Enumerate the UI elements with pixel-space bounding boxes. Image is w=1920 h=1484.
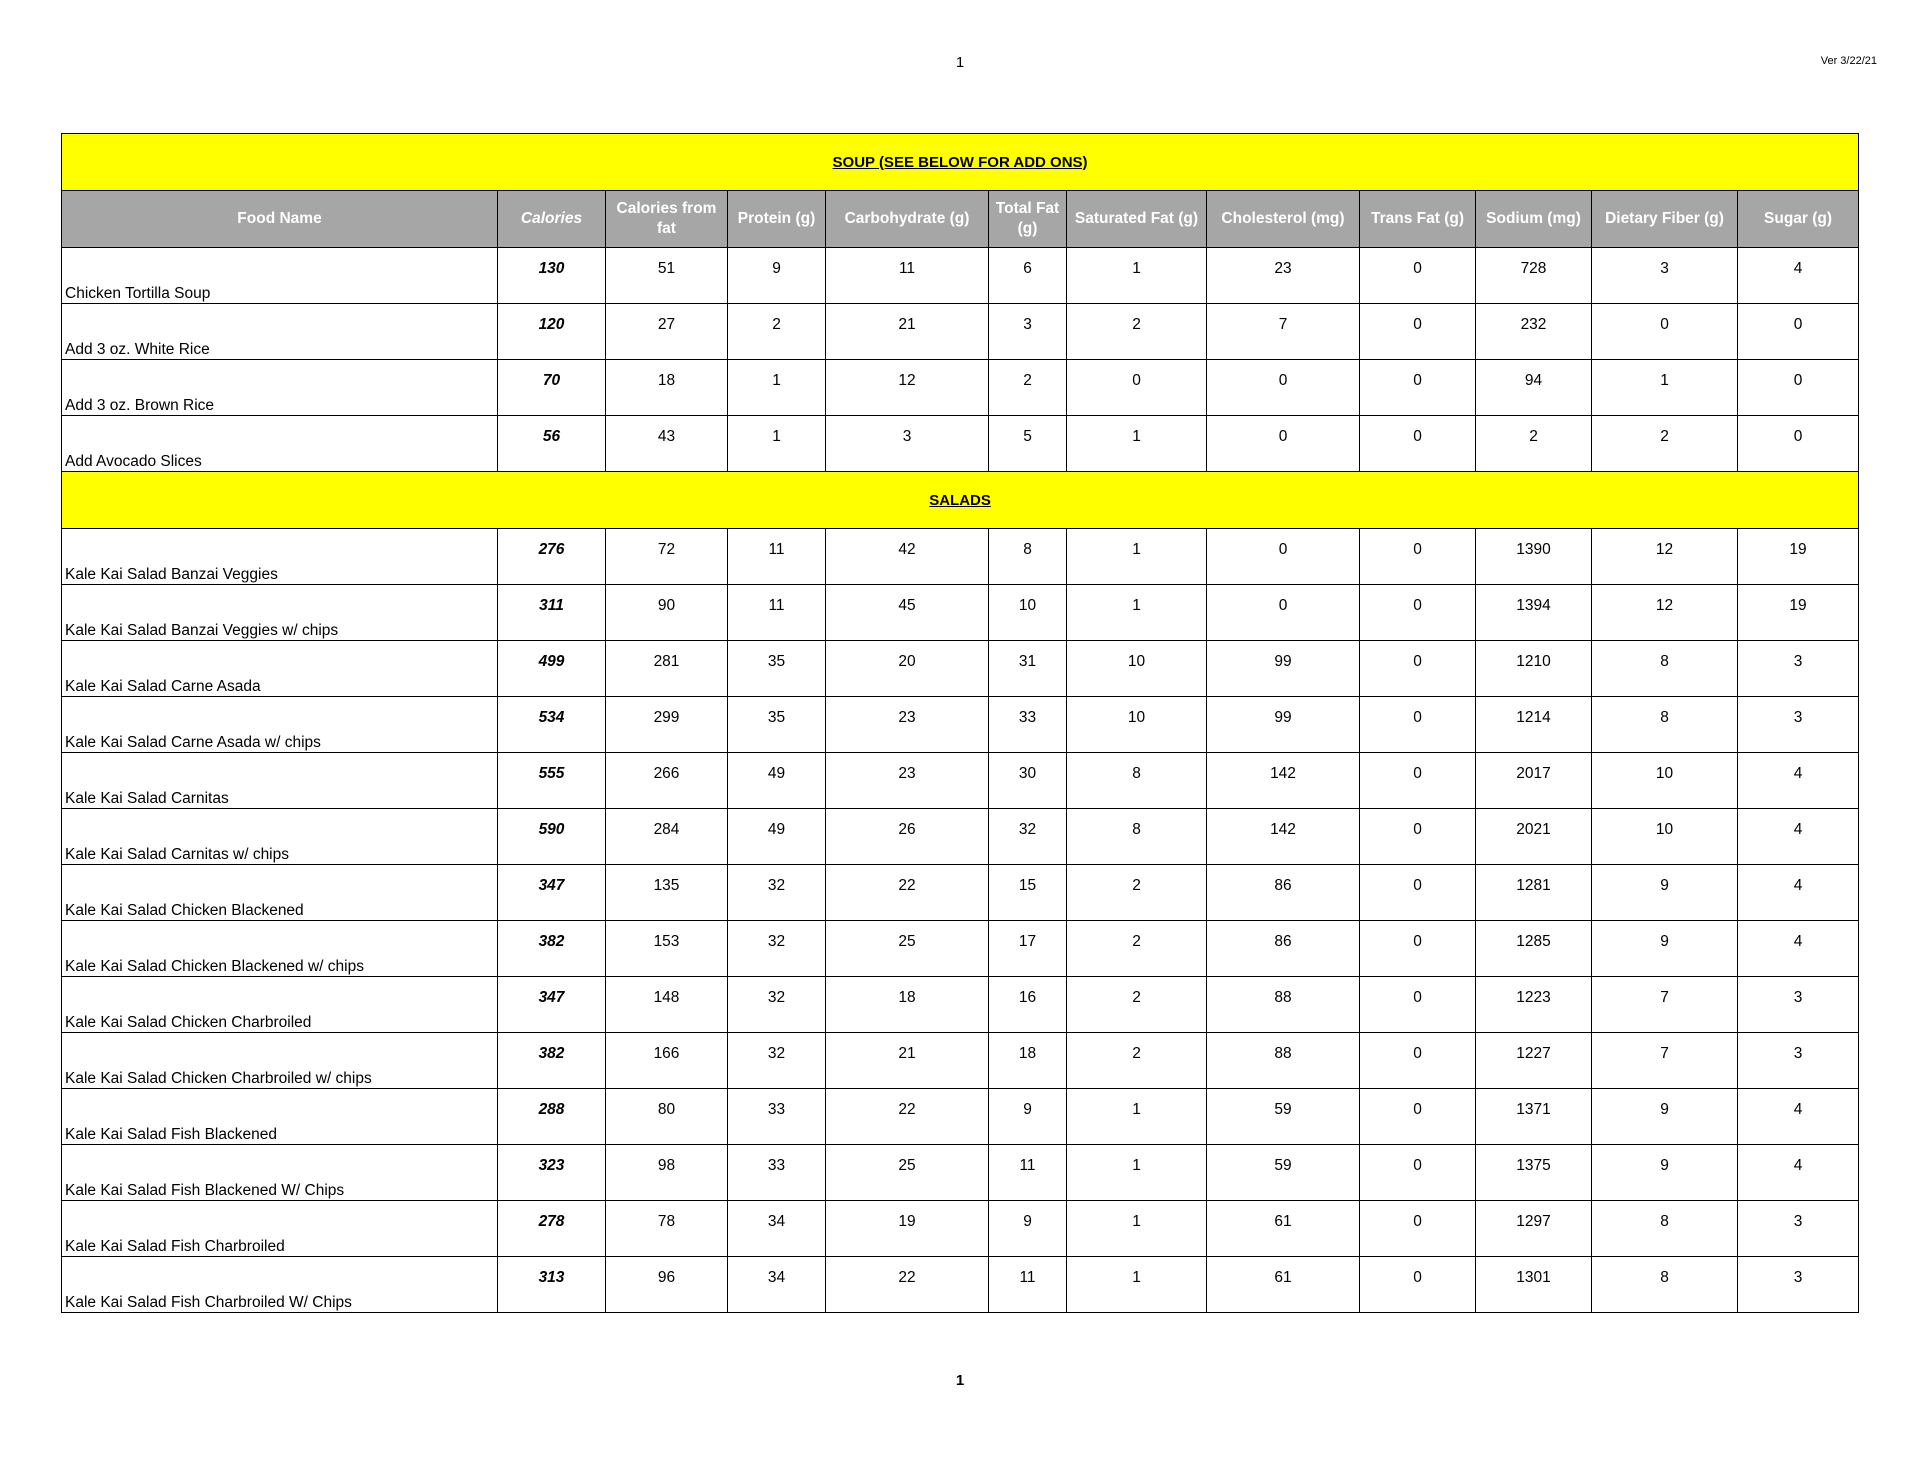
table-row [62, 1257, 1859, 1313]
cell-protein: 33 [728, 1089, 826, 1145]
cell-total-fat: 16 [989, 977, 1067, 1033]
cell-food-name: Add 3 oz. White Rice [62, 304, 498, 360]
cell-dietary-fiber: 9 [1592, 1089, 1738, 1145]
cell-food-name: Kale Kai Salad Fish Charbroiled W/ Chips [62, 1257, 498, 1313]
cell-total-fat: 32 [989, 809, 1067, 865]
cell-carbohydrate: 21 [826, 1033, 989, 1089]
cell-trans-fat: 0 [1360, 1089, 1476, 1145]
cell-calories-from-fat: 148 [606, 977, 728, 1033]
cell-sugar: 3 [1738, 977, 1859, 1033]
cell-protein: 49 [728, 753, 826, 809]
cell-saturated-fat: 10 [1067, 697, 1207, 753]
cell-sodium: 94 [1476, 360, 1592, 416]
cell-food-name: Kale Kai Salad Carnitas [62, 753, 498, 809]
cell-protein: 34 [728, 1201, 826, 1257]
cell-protein: 11 [728, 585, 826, 641]
cell-calories: 382 [498, 921, 606, 977]
cell-total-fat: 15 [989, 865, 1067, 921]
cell-total-fat: 30 [989, 753, 1067, 809]
cell-dietary-fiber: 2 [1592, 416, 1738, 472]
cell-calories: 555 [498, 753, 606, 809]
cell-dietary-fiber: 8 [1592, 1201, 1738, 1257]
cell-food-name: Kale Kai Salad Banzai Veggies w/ chips [62, 585, 498, 641]
cell-trans-fat: 0 [1360, 865, 1476, 921]
header-row [62, 191, 1859, 248]
cell-food-name: Kale Kai Salad Carne Asada [62, 641, 498, 697]
cell-sodium: 1371 [1476, 1089, 1592, 1145]
cell-sodium: 1227 [1476, 1033, 1592, 1089]
cell-sodium: 1223 [1476, 977, 1592, 1033]
version-label: Ver 3/22/21 [1820, 55, 1877, 67]
cell-total-fat: 10 [989, 585, 1067, 641]
col-header-sugar: Sugar (g) [1738, 191, 1859, 248]
cell-food-name: Kale Kai Salad Fish Charbroiled [62, 1201, 498, 1257]
cell-protein: 32 [728, 1033, 826, 1089]
cell-trans-fat: 0 [1360, 304, 1476, 360]
cell-saturated-fat: 1 [1067, 1201, 1207, 1257]
cell-saturated-fat: 2 [1067, 921, 1207, 977]
cell-food-name: Kale Kai Salad Chicken Blackened w/ chips [62, 921, 498, 977]
cell-total-fat: 11 [989, 1257, 1067, 1313]
cell-total-fat: 11 [989, 1145, 1067, 1201]
cell-calories: 70 [498, 360, 606, 416]
cell-sugar: 3 [1738, 1257, 1859, 1313]
cell-cholesterol: 61 [1207, 1257, 1360, 1313]
cell-total-fat: 9 [989, 1089, 1067, 1145]
cell-food-name: Add 3 oz. Brown Rice [62, 360, 498, 416]
table-row [62, 416, 1859, 472]
table-row [62, 248, 1859, 304]
cell-sodium: 1214 [1476, 697, 1592, 753]
cell-cholesterol: 99 [1207, 697, 1360, 753]
cell-calories-from-fat: 90 [606, 585, 728, 641]
col-header-trans-fat: Trans Fat (g) [1360, 191, 1476, 248]
cell-sodium: 1390 [1476, 529, 1592, 585]
cell-sodium: 728 [1476, 248, 1592, 304]
cell-cholesterol: 59 [1207, 1089, 1360, 1145]
cell-saturated-fat: 10 [1067, 641, 1207, 697]
cell-sodium: 1375 [1476, 1145, 1592, 1201]
cell-sugar: 19 [1738, 529, 1859, 585]
cell-protein: 33 [728, 1145, 826, 1201]
cell-calories: 276 [498, 529, 606, 585]
table-row [62, 304, 1859, 360]
cell-saturated-fat: 2 [1067, 304, 1207, 360]
cell-food-name: Kale Kai Salad Carne Asada w/ chips [62, 697, 498, 753]
cell-protein: 49 [728, 809, 826, 865]
cell-total-fat: 6 [989, 248, 1067, 304]
cell-trans-fat: 0 [1360, 1033, 1476, 1089]
col-header-cholesterol: Cholesterol (mg) [1207, 191, 1360, 248]
cell-trans-fat: 0 [1360, 585, 1476, 641]
cell-calories-from-fat: 96 [606, 1257, 728, 1313]
cell-saturated-fat: 1 [1067, 1257, 1207, 1313]
cell-saturated-fat: 1 [1067, 585, 1207, 641]
cell-dietary-fiber: 9 [1592, 921, 1738, 977]
section-title: SALADS [62, 472, 1859, 529]
cell-sugar: 4 [1738, 865, 1859, 921]
cell-dietary-fiber: 8 [1592, 641, 1738, 697]
cell-calories-from-fat: 299 [606, 697, 728, 753]
cell-protein: 9 [728, 248, 826, 304]
cell-calories: 288 [498, 1089, 606, 1145]
cell-protein: 32 [728, 977, 826, 1033]
cell-calories-from-fat: 43 [606, 416, 728, 472]
cell-total-fat: 5 [989, 416, 1067, 472]
cell-carbohydrate: 11 [826, 248, 989, 304]
table-row [62, 921, 1859, 977]
col-header-dietary-fiber: Dietary Fiber (g) [1592, 191, 1738, 248]
cell-sugar: 4 [1738, 248, 1859, 304]
cell-dietary-fiber: 8 [1592, 1257, 1738, 1313]
cell-total-fat: 31 [989, 641, 1067, 697]
cell-protein: 2 [728, 304, 826, 360]
cell-calories: 278 [498, 1201, 606, 1257]
cell-calories-from-fat: 135 [606, 865, 728, 921]
cell-trans-fat: 0 [1360, 641, 1476, 697]
cell-sugar: 0 [1738, 360, 1859, 416]
cell-dietary-fiber: 12 [1592, 529, 1738, 585]
cell-saturated-fat: 8 [1067, 753, 1207, 809]
cell-calories: 130 [498, 248, 606, 304]
cell-carbohydrate: 21 [826, 304, 989, 360]
cell-trans-fat: 0 [1360, 360, 1476, 416]
cell-trans-fat: 0 [1360, 1257, 1476, 1313]
cell-sugar: 3 [1738, 1033, 1859, 1089]
cell-carbohydrate: 23 [826, 753, 989, 809]
cell-dietary-fiber: 8 [1592, 697, 1738, 753]
cell-protein: 35 [728, 697, 826, 753]
cell-food-name: Kale Kai Salad Fish Blackened W/ Chips [62, 1145, 498, 1201]
table-row [62, 1201, 1859, 1257]
cell-cholesterol: 99 [1207, 641, 1360, 697]
cell-trans-fat: 0 [1360, 248, 1476, 304]
cell-calories-from-fat: 78 [606, 1201, 728, 1257]
cell-trans-fat: 0 [1360, 977, 1476, 1033]
cell-saturated-fat: 1 [1067, 248, 1207, 304]
cell-sodium: 232 [1476, 304, 1592, 360]
table-row [62, 809, 1859, 865]
cell-trans-fat: 0 [1360, 753, 1476, 809]
table-row [62, 641, 1859, 697]
cell-cholesterol: 23 [1207, 248, 1360, 304]
cell-carbohydrate: 19 [826, 1201, 989, 1257]
table-row [62, 977, 1859, 1033]
cell-food-name: Kale Kai Salad Chicken Blackened [62, 865, 498, 921]
cell-cholesterol: 0 [1207, 585, 1360, 641]
cell-carbohydrate: 12 [826, 360, 989, 416]
cell-dietary-fiber: 3 [1592, 248, 1738, 304]
cell-calories-from-fat: 166 [606, 1033, 728, 1089]
cell-sodium: 1210 [1476, 641, 1592, 697]
cell-total-fat: 18 [989, 1033, 1067, 1089]
cell-carbohydrate: 18 [826, 977, 989, 1033]
cell-food-name: Kale Kai Salad Fish Blackened [62, 1089, 498, 1145]
cell-calories-from-fat: 18 [606, 360, 728, 416]
cell-protein: 32 [728, 865, 826, 921]
cell-dietary-fiber: 12 [1592, 585, 1738, 641]
cell-calories-from-fat: 98 [606, 1145, 728, 1201]
table-row [62, 865, 1859, 921]
cell-sugar: 0 [1738, 304, 1859, 360]
cell-food-name: Kale Kai Salad Chicken Charbroiled [62, 977, 498, 1033]
cell-total-fat: 9 [989, 1201, 1067, 1257]
page-number-top: 1 [955, 54, 965, 71]
cell-dietary-fiber: 7 [1592, 1033, 1738, 1089]
col-header-calories-from-fat: Calories from fat [606, 191, 728, 248]
cell-saturated-fat: 0 [1067, 360, 1207, 416]
page-number-bottom: 1 [955, 1372, 965, 1389]
cell-carbohydrate: 22 [826, 1257, 989, 1313]
cell-dietary-fiber: 0 [1592, 304, 1738, 360]
cell-dietary-fiber: 7 [1592, 977, 1738, 1033]
cell-saturated-fat: 8 [1067, 809, 1207, 865]
cell-calories: 323 [498, 1145, 606, 1201]
cell-protein: 1 [728, 416, 826, 472]
cell-dietary-fiber: 1 [1592, 360, 1738, 416]
cell-calories-from-fat: 27 [606, 304, 728, 360]
cell-sodium: 1394 [1476, 585, 1592, 641]
table-row [62, 697, 1859, 753]
table-row [62, 1089, 1859, 1145]
cell-protein: 34 [728, 1257, 826, 1313]
cell-sugar: 3 [1738, 1201, 1859, 1257]
cell-sodium: 1297 [1476, 1201, 1592, 1257]
cell-carbohydrate: 26 [826, 809, 989, 865]
cell-calories-from-fat: 153 [606, 921, 728, 977]
cell-cholesterol: 142 [1207, 753, 1360, 809]
cell-cholesterol: 86 [1207, 921, 1360, 977]
cell-calories-from-fat: 284 [606, 809, 728, 865]
cell-sugar: 4 [1738, 1089, 1859, 1145]
table-row [62, 360, 1859, 416]
cell-sugar: 0 [1738, 416, 1859, 472]
cell-food-name: Kale Kai Salad Carnitas w/ chips [62, 809, 498, 865]
table-row [62, 1145, 1859, 1201]
cell-calories: 499 [498, 641, 606, 697]
cell-trans-fat: 0 [1360, 1145, 1476, 1201]
cell-food-name: Kale Kai Salad Banzai Veggies [62, 529, 498, 585]
cell-carbohydrate: 22 [826, 865, 989, 921]
cell-calories-from-fat: 80 [606, 1089, 728, 1145]
cell-cholesterol: 88 [1207, 1033, 1360, 1089]
cell-calories: 590 [498, 809, 606, 865]
col-header-saturated-fat: Saturated Fat (g) [1067, 191, 1207, 248]
cell-carbohydrate: 3 [826, 416, 989, 472]
cell-calories: 347 [498, 865, 606, 921]
cell-calories: 56 [498, 416, 606, 472]
cell-dietary-fiber: 9 [1592, 1145, 1738, 1201]
cell-carbohydrate: 45 [826, 585, 989, 641]
cell-sugar: 3 [1738, 641, 1859, 697]
cell-trans-fat: 0 [1360, 416, 1476, 472]
cell-saturated-fat: 1 [1067, 416, 1207, 472]
cell-saturated-fat: 1 [1067, 1089, 1207, 1145]
cell-calories: 313 [498, 1257, 606, 1313]
cell-total-fat: 2 [989, 360, 1067, 416]
cell-calories: 534 [498, 697, 606, 753]
cell-saturated-fat: 1 [1067, 1145, 1207, 1201]
cell-trans-fat: 0 [1360, 921, 1476, 977]
cell-sugar: 4 [1738, 809, 1859, 865]
cell-saturated-fat: 2 [1067, 977, 1207, 1033]
cell-carbohydrate: 23 [826, 697, 989, 753]
col-header-carbohydrate: Carbohydrate (g) [826, 191, 989, 248]
col-header-sodium: Sodium (mg) [1476, 191, 1592, 248]
cell-calories-from-fat: 51 [606, 248, 728, 304]
nutrition-table-body [62, 134, 1859, 1313]
cell-carbohydrate: 20 [826, 641, 989, 697]
cell-calories: 382 [498, 1033, 606, 1089]
cell-dietary-fiber: 9 [1592, 865, 1738, 921]
cell-sodium: 1301 [1476, 1257, 1592, 1313]
cell-calories: 120 [498, 304, 606, 360]
cell-carbohydrate: 22 [826, 1089, 989, 1145]
cell-cholesterol: 0 [1207, 360, 1360, 416]
col-header-calories: Calories [498, 191, 606, 248]
cell-saturated-fat: 2 [1067, 1033, 1207, 1089]
cell-cholesterol: 142 [1207, 809, 1360, 865]
cell-saturated-fat: 1 [1067, 529, 1207, 585]
cell-sodium: 2021 [1476, 809, 1592, 865]
cell-dietary-fiber: 10 [1592, 809, 1738, 865]
cell-calories: 347 [498, 977, 606, 1033]
section-title: SOUP (SEE BELOW FOR ADD ONS) [62, 134, 1859, 191]
cell-sodium: 2 [1476, 416, 1592, 472]
cell-trans-fat: 0 [1360, 1201, 1476, 1257]
cell-sugar: 3 [1738, 697, 1859, 753]
cell-cholesterol: 61 [1207, 1201, 1360, 1257]
cell-calories-from-fat: 72 [606, 529, 728, 585]
cell-total-fat: 33 [989, 697, 1067, 753]
cell-sugar: 19 [1738, 585, 1859, 641]
cell-carbohydrate: 42 [826, 529, 989, 585]
col-header-total-fat: Total Fat (g) [989, 191, 1067, 248]
cell-sodium: 1281 [1476, 865, 1592, 921]
cell-food-name: Chicken Tortilla Soup [62, 248, 498, 304]
section-row-1 [62, 472, 1859, 529]
cell-carbohydrate: 25 [826, 1145, 989, 1201]
table-row [62, 1033, 1859, 1089]
cell-trans-fat: 0 [1360, 809, 1476, 865]
cell-total-fat: 8 [989, 529, 1067, 585]
cell-carbohydrate: 25 [826, 921, 989, 977]
cell-protein: 1 [728, 360, 826, 416]
cell-sugar: 4 [1738, 921, 1859, 977]
cell-cholesterol: 0 [1207, 529, 1360, 585]
cell-saturated-fat: 2 [1067, 865, 1207, 921]
section-row-soup [62, 134, 1859, 191]
cell-cholesterol: 88 [1207, 977, 1360, 1033]
cell-sodium: 1285 [1476, 921, 1592, 977]
cell-sugar: 4 [1738, 1145, 1859, 1201]
cell-calories: 311 [498, 585, 606, 641]
cell-dietary-fiber: 10 [1592, 753, 1738, 809]
col-header-food-name: Food Name [62, 191, 498, 248]
cell-sodium: 2017 [1476, 753, 1592, 809]
table-row [62, 753, 1859, 809]
cell-food-name: Add Avocado Slices [62, 416, 498, 472]
cell-cholesterol: 0 [1207, 416, 1360, 472]
cell-cholesterol: 59 [1207, 1145, 1360, 1201]
cell-total-fat: 17 [989, 921, 1067, 977]
cell-protein: 32 [728, 921, 826, 977]
cell-food-name: Kale Kai Salad Chicken Charbroiled w/ chips [62, 1033, 498, 1089]
cell-cholesterol: 7 [1207, 304, 1360, 360]
cell-trans-fat: 0 [1360, 697, 1476, 753]
nutrition-table [61, 133, 1859, 1313]
table-row [62, 529, 1859, 585]
cell-calories-from-fat: 266 [606, 753, 728, 809]
cell-trans-fat: 0 [1360, 529, 1476, 585]
cell-calories-from-fat: 281 [606, 641, 728, 697]
cell-protein: 35 [728, 641, 826, 697]
cell-protein: 11 [728, 529, 826, 585]
cell-cholesterol: 86 [1207, 865, 1360, 921]
col-header-protein: Protein (g) [728, 191, 826, 248]
cell-sugar: 4 [1738, 753, 1859, 809]
table-row [62, 585, 1859, 641]
cell-total-fat: 3 [989, 304, 1067, 360]
